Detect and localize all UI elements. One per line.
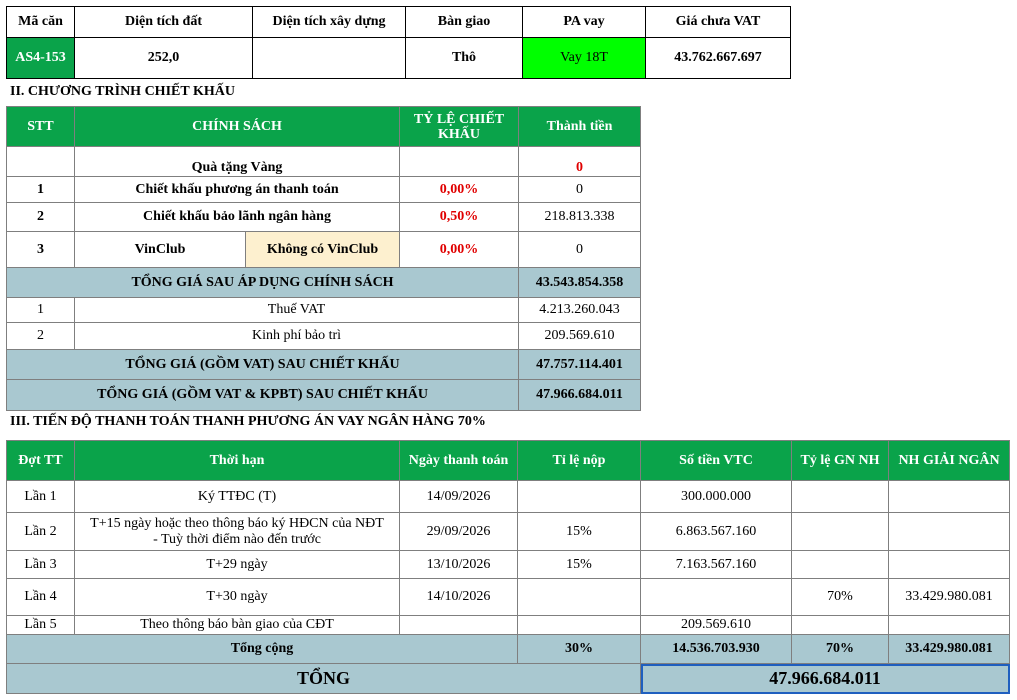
subtotal-bank-rate: 70% xyxy=(792,635,889,664)
amount-cell xyxy=(641,579,792,616)
term-cell: T+15 ngày hoặc theo thông báo ký HĐCN của NĐT - Tuỳ thời điểm nào đến trước xyxy=(75,513,400,551)
gift-amount: 0 xyxy=(519,147,641,177)
total-after-policy-value: 43.543.854.358 xyxy=(519,268,641,298)
header-bank-rate: Tỷ lệ GN NH xyxy=(792,441,889,481)
header-unit-code: Mã căn xyxy=(7,7,75,38)
bank-amount-cell xyxy=(889,551,1010,579)
bank-rate-cell xyxy=(792,481,889,513)
grand-total-label: TỔNG xyxy=(7,664,641,694)
extra-value: 4.213.260.043 xyxy=(519,298,641,323)
extra-label: Thuế VAT xyxy=(75,298,519,323)
extra-label: Kinh phí bảo trì xyxy=(75,323,519,350)
price-ex-vat-cell: 43.762.667.697 xyxy=(646,38,791,79)
vinclub-rate: 0,00% xyxy=(400,232,519,268)
extra-value: 209.569.610 xyxy=(519,323,641,350)
header-term: Thời hạn xyxy=(75,441,400,481)
subtotal-bank-amount: 33.429.980.081 xyxy=(889,635,1010,664)
term-cell: T+30 ngày xyxy=(75,579,400,616)
phase-cell: Lần 5 xyxy=(7,616,75,635)
subtotal-rate: 30% xyxy=(518,635,641,664)
amount-cell: 209.569.610 xyxy=(641,616,792,635)
rate-cell: 15% xyxy=(518,551,641,579)
total-vat-label: TỔNG GIÁ (GỒM VAT) SAU CHIẾT KHẤU xyxy=(7,350,519,380)
term-cell: T+29 ngày xyxy=(75,551,400,579)
handover-cell: Thô xyxy=(406,38,523,79)
header-discount-rate: TỶ LỆ CHIẾT KHẤU xyxy=(400,107,519,147)
rate-cell xyxy=(518,579,641,616)
term-cell: Theo thông báo bàn giao của CĐT xyxy=(75,616,400,635)
extra-stt: 2 xyxy=(7,323,75,350)
amount-cell: 7.163.567.160 xyxy=(641,551,792,579)
bank-rate-cell xyxy=(792,551,889,579)
bank-amount-cell xyxy=(889,513,1010,551)
date-cell: 13/10/2026 xyxy=(400,551,518,579)
discount-table xyxy=(6,106,641,411)
amount-cell: 300.000.000 xyxy=(641,481,792,513)
total-vat-value: 47.757.114.401 xyxy=(519,350,641,380)
section-3-title: III. TIẾN ĐỘ THANH TOÁN THANH PHƯƠNG ÁN VAY NGÂN HÀNG 70% xyxy=(10,414,486,429)
header-policy: CHÍNH SÁCH xyxy=(75,107,400,147)
discount-row-policy: Chiết khấu phương án thanh toán xyxy=(75,177,400,203)
grand-total-value: 47.966.684.011 xyxy=(641,664,1010,694)
total-vat-kpbt-label: TỔNG GIÁ (GỒM VAT & KPBT) SAU CHIẾT KHẤU xyxy=(7,380,519,411)
discount-row-rate: 0,50% xyxy=(400,203,519,232)
rate-cell xyxy=(518,616,641,635)
date-cell: 14/09/2026 xyxy=(400,481,518,513)
section-2-title: II. CHƯƠNG TRÌNH CHIẾT KHẤU xyxy=(10,84,235,99)
gift-rate xyxy=(400,147,519,177)
build-area-cell xyxy=(253,38,406,79)
discount-row-stt: 2 xyxy=(7,203,75,232)
vinclub-label: VinClub xyxy=(75,232,246,268)
header-phase: Đợt TT xyxy=(7,441,75,481)
header-loan-plan: PA vay xyxy=(523,7,646,38)
phase-cell: Lần 2 xyxy=(7,513,75,551)
gift-label: Quà tặng Vàng xyxy=(75,147,400,177)
bank-rate-cell xyxy=(792,616,889,635)
header-price-ex-vat: Giá chưa VAT xyxy=(646,7,791,38)
header-payment-rate: Tỉ lệ nộp xyxy=(518,441,641,481)
land-area-cell: 252,0 xyxy=(75,38,253,79)
bank-amount-cell xyxy=(889,616,1010,635)
date-cell xyxy=(400,616,518,635)
discount-row-policy: Chiết khấu bảo lãnh ngân hàng xyxy=(75,203,400,232)
header-vtc-amount: Số tiền VTC xyxy=(641,441,792,481)
phase-cell: Lần 3 xyxy=(7,551,75,579)
bank-amount-cell: 33.429.980.081 xyxy=(889,579,1010,616)
phase-cell: Lần 1 xyxy=(7,481,75,513)
vinclub-amount: 0 xyxy=(519,232,641,268)
subtotal-label: Tổng cộng xyxy=(7,635,518,664)
vinclub-option-select[interactable]: Không có VinClub xyxy=(246,232,400,268)
unit-info-table xyxy=(6,6,791,79)
bank-rate-cell xyxy=(792,513,889,551)
payment-schedule-table xyxy=(6,440,1010,694)
unit-code-cell: AS4-153 xyxy=(7,38,75,79)
loan-plan-cell: Vay 18T xyxy=(523,38,646,79)
date-cell: 29/09/2026 xyxy=(400,513,518,551)
discount-row-rate: 0,00% xyxy=(400,177,519,203)
discount-row-amount: 218.813.338 xyxy=(519,203,641,232)
phase-cell: Lần 4 xyxy=(7,579,75,616)
total-after-policy-label: TỔNG GIÁ SAU ÁP DỤNG CHÍNH SÁCH xyxy=(7,268,519,298)
header-handover: Bàn giao xyxy=(406,7,523,38)
bank-amount-cell xyxy=(889,481,1010,513)
header-payment-date: Ngày thanh toán xyxy=(400,441,518,481)
gift-stt xyxy=(7,147,75,177)
subtotal-amount: 14.536.703.930 xyxy=(641,635,792,664)
rate-cell: 15% xyxy=(518,513,641,551)
amount-cell: 6.863.567.160 xyxy=(641,513,792,551)
date-cell: 14/10/2026 xyxy=(400,579,518,616)
header-land-area: Diện tích đất xyxy=(75,7,253,38)
discount-row-stt: 1 xyxy=(7,177,75,203)
vinclub-stt: 3 xyxy=(7,232,75,268)
rate-cell xyxy=(518,481,641,513)
header-stt: STT xyxy=(7,107,75,147)
extra-stt: 1 xyxy=(7,298,75,323)
bank-rate-cell: 70% xyxy=(792,579,889,616)
total-vat-kpbt-value: 47.966.684.011 xyxy=(519,380,641,411)
term-cell: Ký TTĐC (T) xyxy=(75,481,400,513)
header-amount: Thành tiền xyxy=(519,107,641,147)
discount-row-amount: 0 xyxy=(519,177,641,203)
header-build-area: Diện tích xây dựng xyxy=(253,7,406,38)
header-bank-disbursement: NH GIẢI NGÂN xyxy=(889,441,1010,481)
